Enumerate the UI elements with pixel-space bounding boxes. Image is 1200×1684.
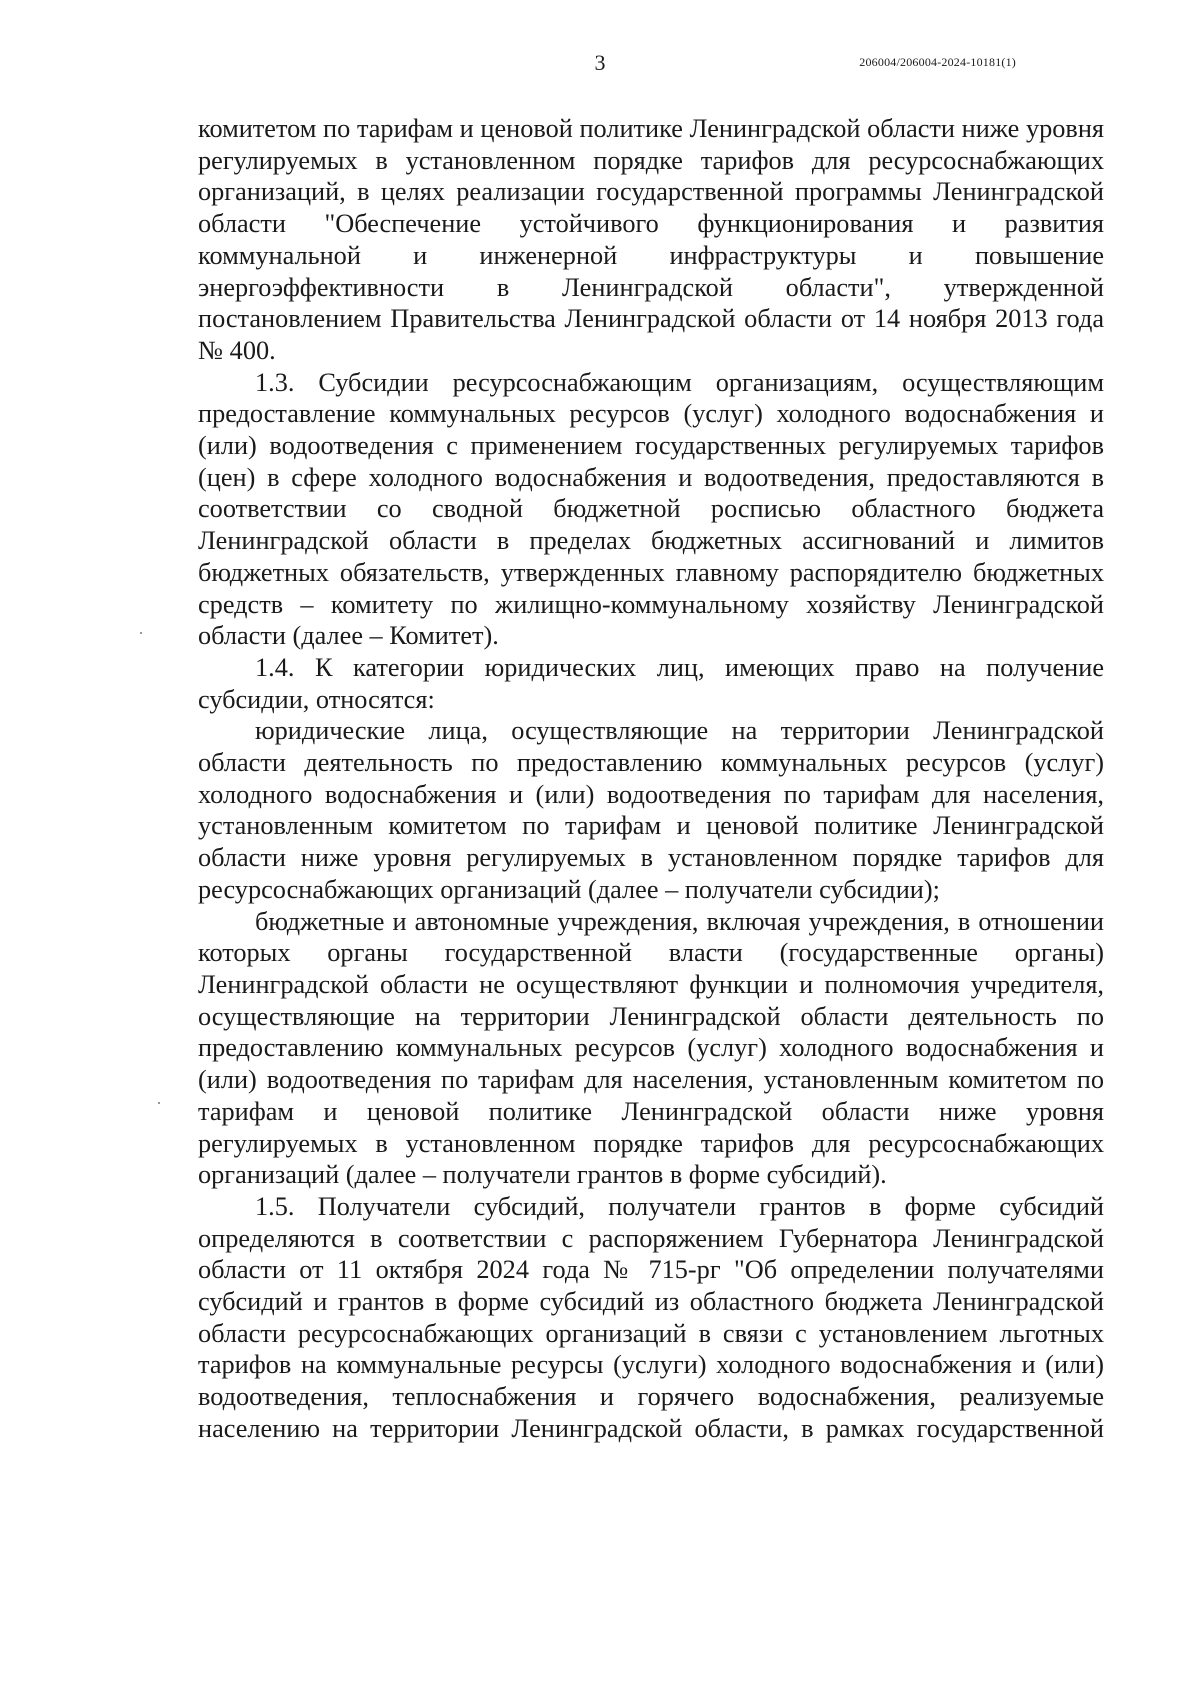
paragraph-1-5: 1.5. Получатели субсидий, получатели грантов в форме субсидий определяются в соответствии с распоряжением Губернатора Ленинградской области от 11 октября 2024 года № 715-рг "Об определении получателями субсидий и грантов в форме субсидий из областного бюджета Ленинградской области ресурсоснабжающих организаций в связи с установлением льготных тарифов на коммунальные ресурсы (услуги) холодного водоснабжения и (или) водоотведения, теплоснабжения и горячего водоснабжения, реализуемые населению на территории Ленинградской области, в рамках государственной xyxy=(198,1191,1104,1443)
document-body xyxy=(198,113,1104,1445)
document-id: 206004/206004-2024-10181(1) xyxy=(859,55,1016,69)
paragraph-1-3: 1.3. Субсидии ресурсоснабжающим организациям, осуществляющим предоставление коммунальных ресурсов (услуг) холодного водоснабжения и (или) водоотведения с применением государственных регулируемых тарифов (цен) в сфере холодного водоснабжения и водоотведения, предоставляются в соответствии со сводной бюджетной росписью областного бюджета Ленинградской области в пределах бюджетных ассигнований и лимитов бюджетных обязательств, утвержденных главному распорядителю бюджетных средств – комитету по жилищно-коммунальному хозяйству Ленинградской области (далее – Комитет). xyxy=(198,367,1104,651)
paragraph-legal-entities: юридические лица, осуществляющие на территории Ленинградской области деятельность по предоставлению коммунальных ресурсов (услуг) холодного водоснабжения и (или) водоотведения по тарифам для населения, установленным комитетом по тарифам и ценовой политике Ленинградской области ниже уровня регулируемых в установленном порядке тарифов для ресурсоснабжающих организаций (далее – получатели субсидии); xyxy=(198,716,1104,904)
paragraph-1-4: 1.4. К категории юридических лиц, имеющих право на получение субсидии, относятся: xyxy=(198,652,1104,714)
paragraph-institutions: бюджетные и автономные учреждения, включая учреждения, в отношении которых органы государственной власти (государственные органы) Ленинградской области не осуществляют функции и полномочия учредителя, осуществляющие на территории Ленинградской области деятельность по предоставлению коммунальных ресурсов (услуг) холодного водоснабжения и (или) водоотведения по тарифам для населения, установленным комитетом по тарифам и ценовой политике Ленинградской области ниже уровня регулируемых в установленном порядке тарифов для ресурсоснабжающих организаций (далее – получатели грантов в форме субсидий). xyxy=(198,906,1104,1190)
scan-speck xyxy=(140,632,142,634)
paragraph-continuation: комитетом по тарифам и ценовой политике Ленинградской области ниже уровня регулируемых в установленном порядке тарифов для ресурсоснабжающих организаций, в целях реализации государственной программы Ленинградской области "Обеспечение устойчивого функционирования и развития коммунальной и инженерной инфраструктуры и повышение энергоэффективности в Ленинградской области", утвержденной постановлением Правительства Ленинградской области от 14 ноября 2013 года № 400. xyxy=(198,114,1104,365)
scan-speck xyxy=(158,1102,160,1104)
page-number: 3 xyxy=(594,50,606,75)
